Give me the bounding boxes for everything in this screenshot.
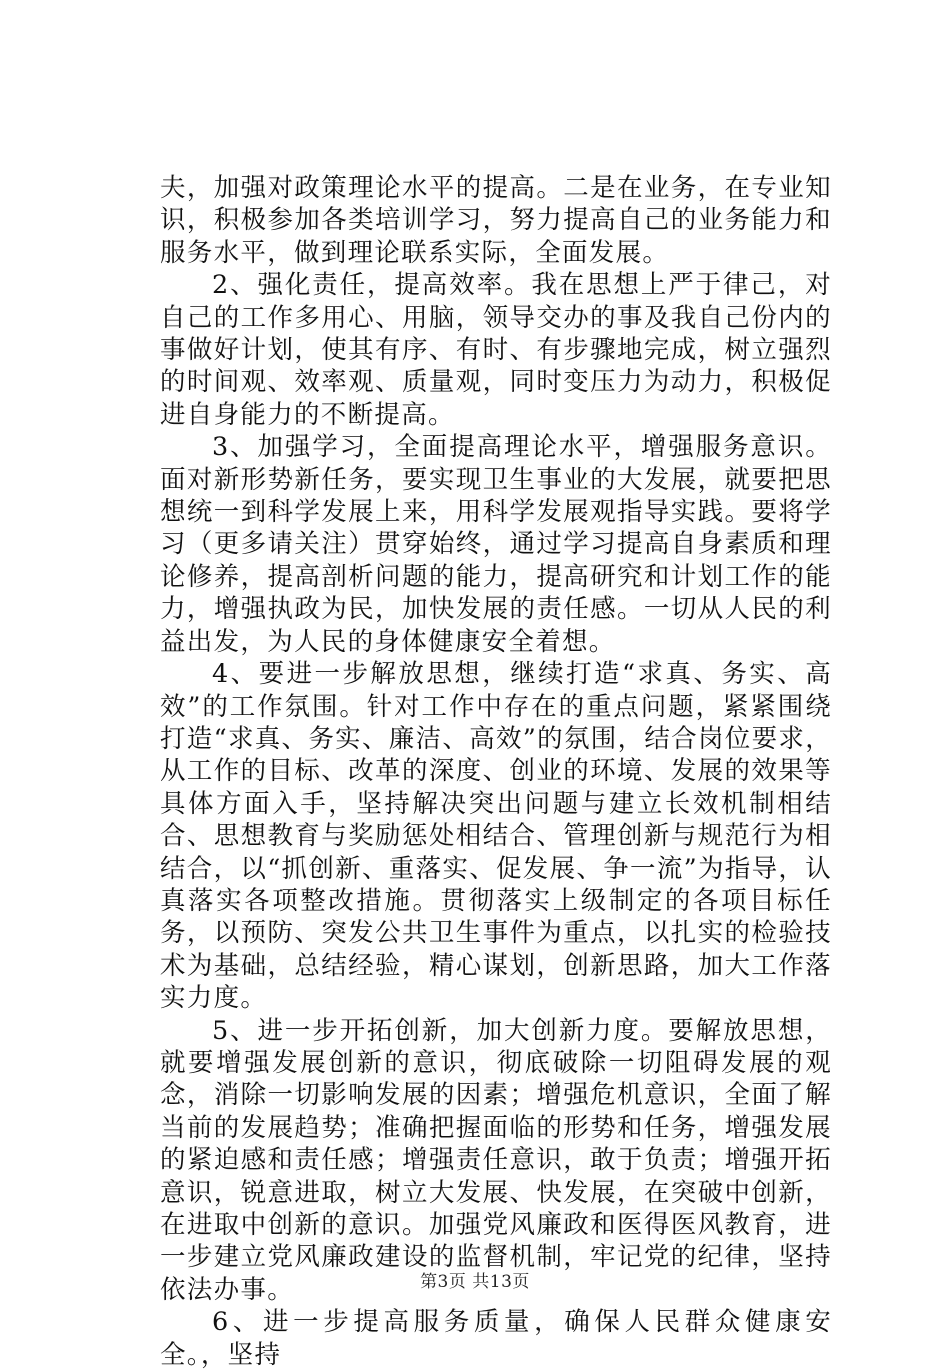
paragraph: 夫，加强对政策理论水平的提高。二是在业务，在专业知识，积极参加各类培训学习，努力提高自己的业务能力和服务水平，做到理论联系实际，全面发展。 xyxy=(160,173,832,268)
body-text xyxy=(160,172,832,1371)
paragraph: 3、加强学习，全面提高理论水平，增强服务意识。面对新形势新任务，要实现卫生事业的大发展，就要把思想统一到科学发展上来，用科学发展观指导实践。要将学习（更多请关注）贯穿始终，通过学习提高自身素质和理论修养，提高剖析问题的能力，提高研究和计划工作的能力，增强执政为民，加快发展的责任感。一切从人民的利益出发，为人民的身体健康安全着想。 xyxy=(160,432,832,657)
page-footer: 第3页 共13页 xyxy=(420,1272,530,1292)
paragraph: 4、要进一步解放思想，继续打造“求真、务实、高效”的工作氛围。针对工作中存在的重点问题，紧紧围绕打造“求真、务实、廉洁、高效”的氛围，结合岗位要求，从工作的目标、改革的深度、创业的环境、发展的效果等具体方面入手，坚持解决突出问题与建立长效机制相结合、思想教育与奖励惩处相结合、管理创新与规范行为相结合，以“抓创新、重落实、促发展、争一流”为指导，认真落实各项整改措施。贯彻落实上级制定的各项目标任务，以预防、突发公共卫生事件为重点，以扎实的检验技术为基础，总结经验，精心谋划，创新思路，加大工作落实力度。 xyxy=(160,659,832,1014)
paragraph: 2、强化责任，提高效率。我在思想上严于律己，对自己的工作多用心、用脑，领导交办的事及我自己份内的事做好计划，使其有序、有时、有步骤地完成，树立强烈的时间观、效率观、质量观，同时变压力为动力，积极促进自身能力的不断提高。 xyxy=(160,270,832,430)
paragraph: 6、进一步提高服务质量，确保人民群众健康安全。，坚持 xyxy=(160,1307,832,1370)
paragraph: 5、进一步开拓创新，加大创新力度。要解放思想，就要增强发展创新的意识，彻底破除一切阻碍发展的观念，消除一切影响发展的因素；增强危机意识，全面了解当前的发展趋势；准确把握面临的形势和任务，增强发展的紧迫感和责任感；增强责任意识，敢于负责；增强开拓意识，锐意进取，树立大发展、快发展，在突破中创新，在进取中创新的意识。加强党风廉政和医得医风教育，进一步建立党风廉政建设的监督机制，牢记党的纪律，坚持依法办事。 xyxy=(160,1015,832,1305)
